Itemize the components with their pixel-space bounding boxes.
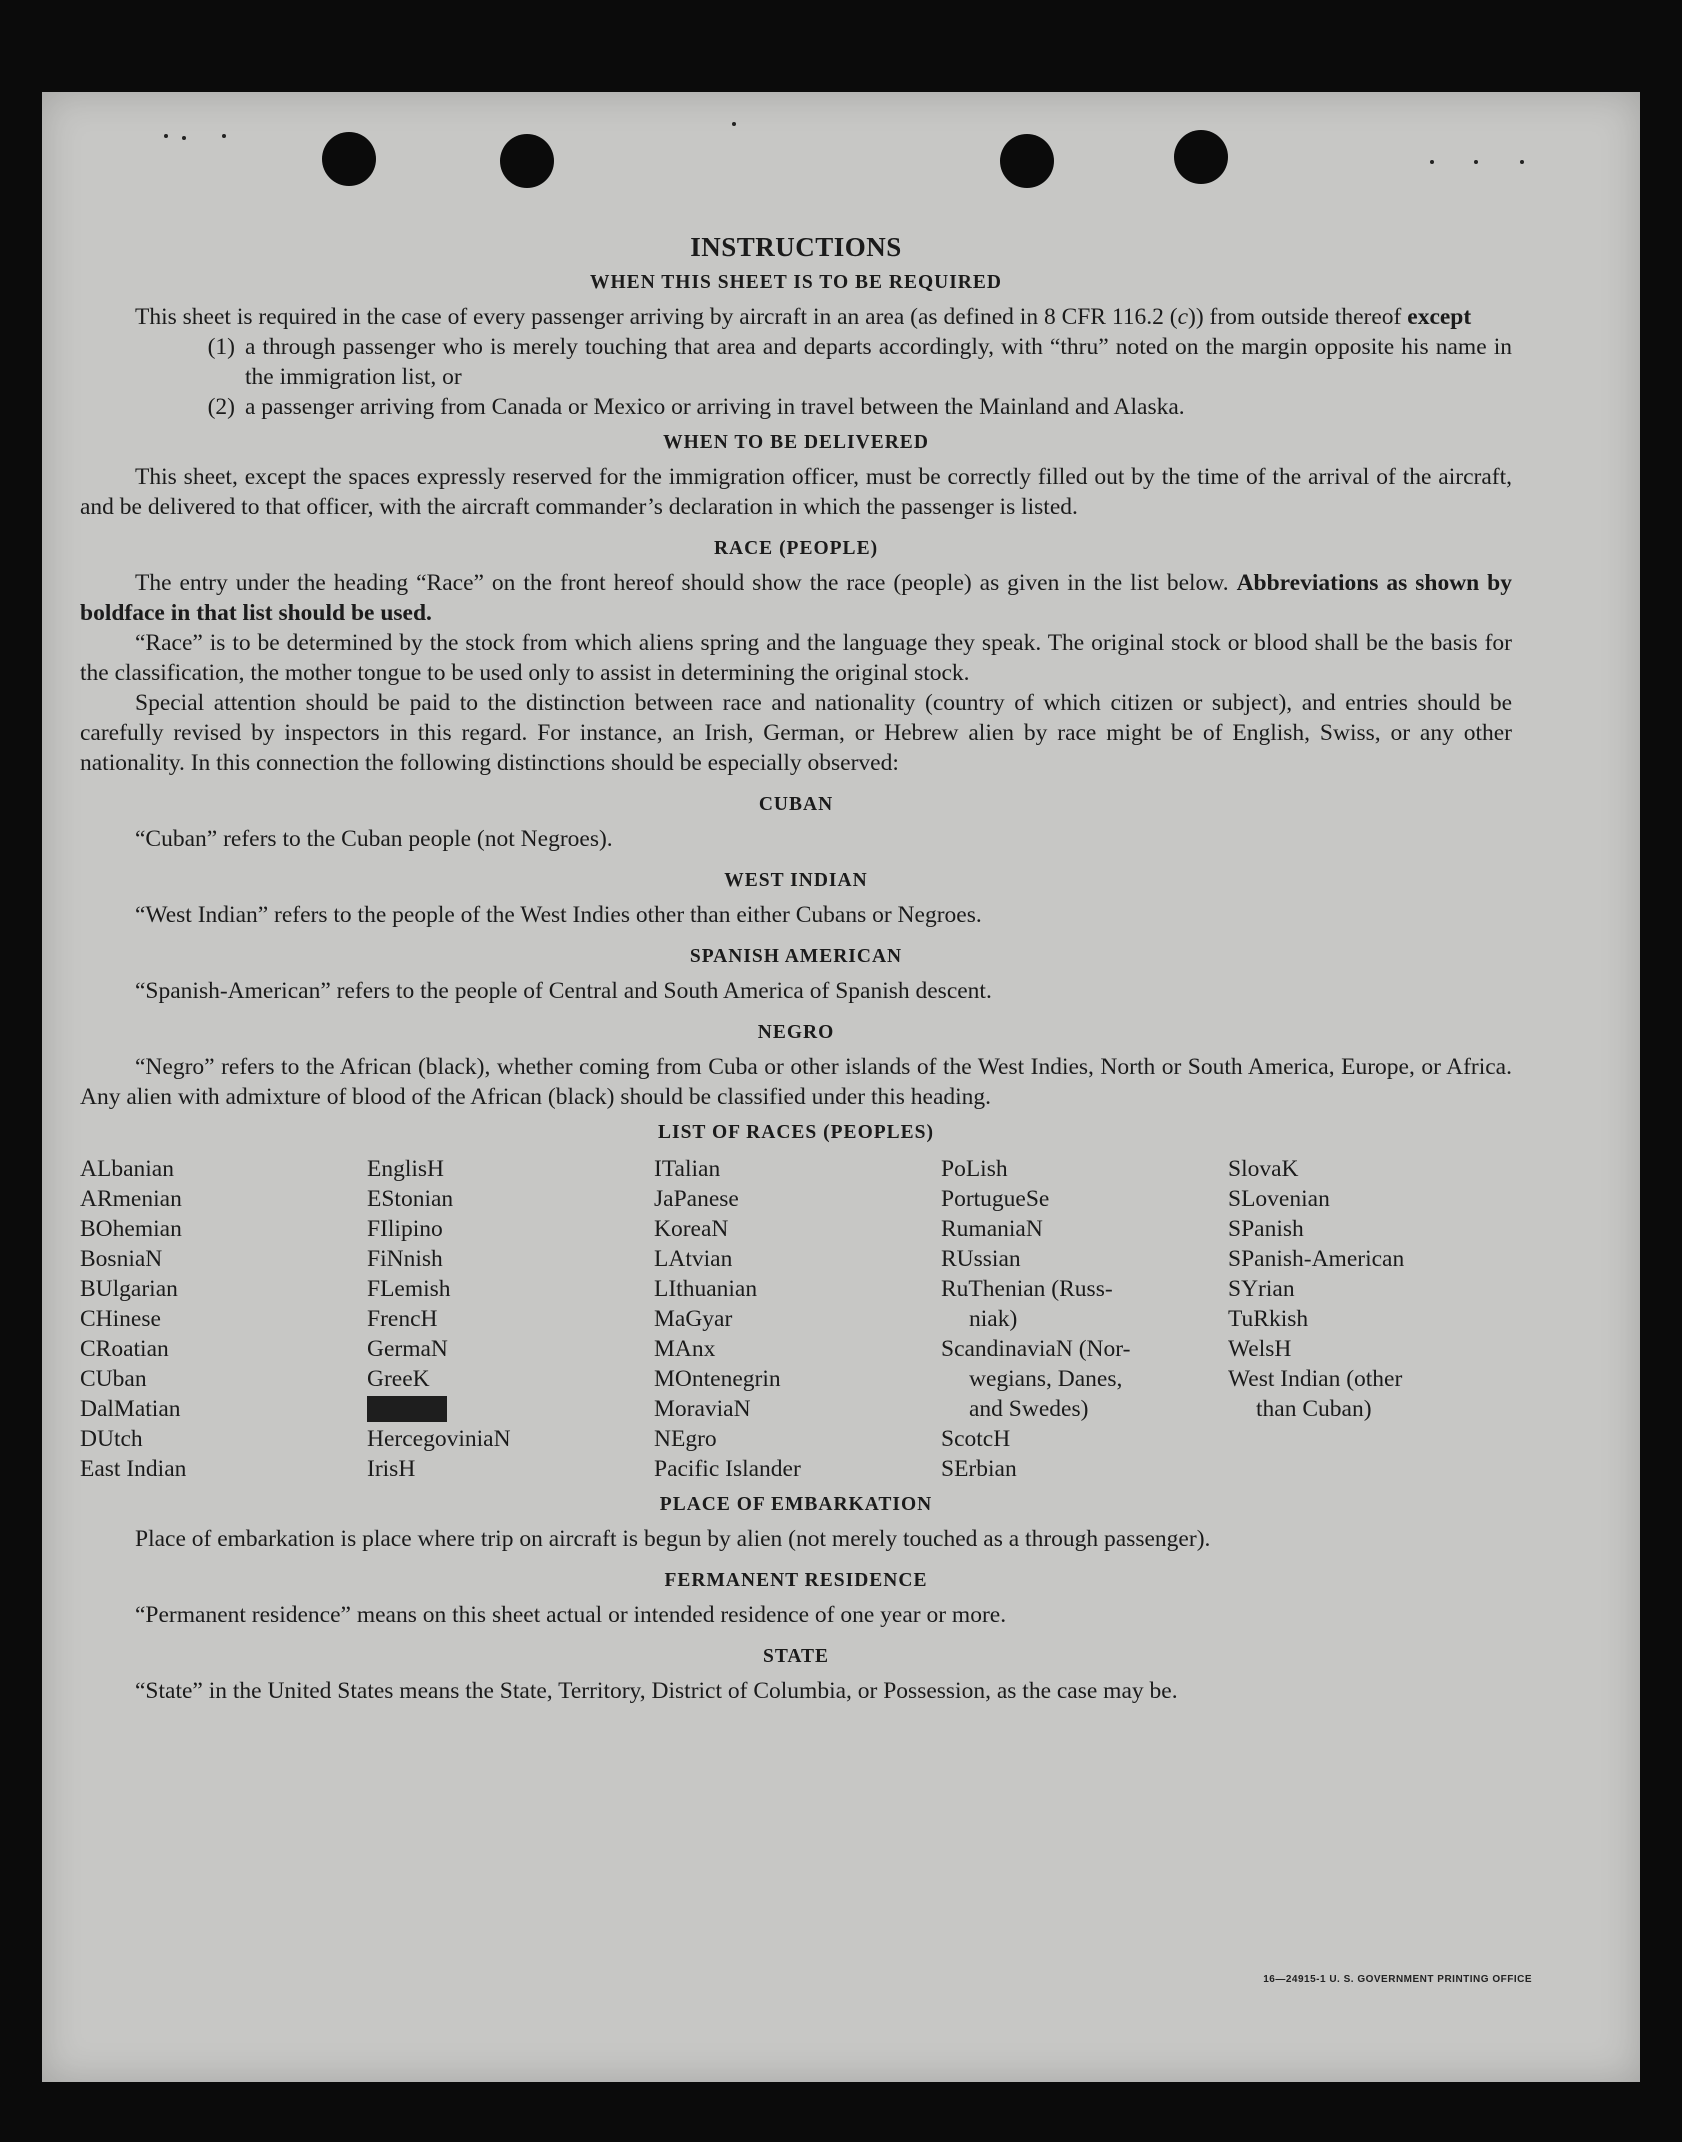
race-entry: ScotcH <box>941 1426 1011 1452</box>
race-entry: GermaN <box>367 1336 448 1362</box>
race-entry: FIlipino <box>367 1216 443 1242</box>
section-heading-spanish-american: SPANISH AMERICAN <box>689 946 903 967</box>
race-entry: Pacific Islander <box>654 1456 801 1482</box>
race-entry-continued: wegians, Danes, <box>969 1366 1123 1392</box>
speck <box>732 122 736 126</box>
race-paragraph-2: “Race” is to be determined by the stock from which aliens spring and the language they speak. The original stock or blood shall be the basis for the classification, the mother tongue to be used only to assist in determining the original stock. <box>80 630 1512 686</box>
race-entry: SlovaK <box>1228 1156 1299 1182</box>
race-entry: CUban <box>80 1366 147 1392</box>
race-entry: BOhemian <box>80 1216 182 1242</box>
race-entry: NEgro <box>654 1426 717 1452</box>
exception-item-2 <box>80 392 1512 422</box>
exception-item-1 <box>80 332 1512 392</box>
cuban-text: “Cuban” refers to the Cuban people (not Negroes). <box>135 826 613 852</box>
section-heading-west-indian: WEST INDIAN <box>724 870 868 891</box>
speck <box>1430 160 1434 164</box>
race-entry: ITalian <box>654 1156 721 1182</box>
item-number: (2) <box>207 394 235 420</box>
section-heading-list-of-races: LIST OF RACES (PEOPLES) <box>657 1122 934 1143</box>
intro-text: This sheet is required in the case of every passenger arriving by aircraft in an area (as defined in 8 CFR 116.2 ( <box>135 304 1178 330</box>
race-entry: CHinese <box>80 1306 161 1332</box>
race-entry: FLemish <box>367 1276 451 1302</box>
section-heading-cuban: CUBAN <box>758 794 834 815</box>
section-heading-race: RACE (PEOPLE) <box>713 538 879 559</box>
race-entry: MAnx <box>654 1336 716 1362</box>
race-entry: FiNnish <box>367 1246 443 1272</box>
races-table <box>80 1154 1512 1484</box>
race-entry: TuRkish <box>1228 1306 1309 1332</box>
binder-hole <box>1174 130 1228 184</box>
race-entry: HercegoviniaN <box>367 1426 511 1452</box>
race-entry: CRoatian <box>80 1336 169 1362</box>
race-entry: ALbanian <box>80 1156 174 1182</box>
binder-hole <box>322 132 376 186</box>
race-entry: BUlgarian <box>80 1276 178 1302</box>
races-column-4 <box>941 1154 1228 1484</box>
race-paragraph-3: Special attention should be paid to the distinction between race and nationality (country of which citizen or subject), and entries should be carefully revised by inspectors in this regard. For instance, an Irish, German, or Hebrew alien by race might be of English, Swiss, or any other nationality. In this connection the following distinctions should be especially observed: <box>80 690 1512 776</box>
race-p1-bold: Abbreviations as shown by boldface in that list should be used. <box>80 570 1512 626</box>
except-word: except <box>1407 304 1472 330</box>
race-entry: LAtvian <box>654 1246 733 1272</box>
negro-text: “Negro” refers to the African (black), whether coming from Cuba or other islands of the West Indies, North or South America, Europe, or Africa. Any alien with admixture of blood of the African (black) should be classified under this heading. <box>80 1054 1512 1110</box>
race-entry: SYrian <box>1228 1276 1295 1302</box>
residence-text: “Permanent residence” means on this sheet actual or intended residence of one year or more. <box>135 1602 1007 1628</box>
race-entry: SLovenian <box>1228 1186 1330 1212</box>
races-column-2 <box>367 1154 654 1484</box>
race-entry: BosniaN <box>80 1246 163 1272</box>
race-entry: RumaniaN <box>941 1216 1043 1242</box>
race-entry: West Indian (other <box>1228 1366 1403 1392</box>
races-column-3 <box>654 1154 941 1484</box>
race-entry-redacted <box>367 1394 654 1424</box>
binder-hole <box>500 134 554 188</box>
race-entry: KoreaN <box>654 1216 729 1242</box>
race-p1-text: The entry under the heading “Race” on the front hereof should show the race (people) as given in the list below. <box>135 570 1237 596</box>
speck <box>164 134 168 138</box>
section-heading-residence: FERMANENT RESIDENCE <box>664 1570 928 1591</box>
race-entry: GreeK <box>367 1366 430 1392</box>
race-entry: PoLish <box>941 1156 1008 1182</box>
instructions-body <box>80 232 1512 1706</box>
race-entry: IrisH <box>367 1456 416 1482</box>
race-entry: EStonian <box>367 1186 454 1212</box>
race-entry-continued: and Swedes) <box>969 1396 1089 1422</box>
section-heading-delivered: WHEN TO BE DELIVERED <box>663 432 929 453</box>
page-title: INSTRUCTIONS <box>690 232 902 262</box>
item-text: a passenger arriving from Canada or Mexico or arriving in travel between the Mainland and Alaska. <box>245 394 1185 420</box>
section-heading-required: WHEN THIS SHEET IS TO BE REQUIRED <box>590 272 1002 293</box>
delivered-text: This sheet, except the spaces expressly reserved for the immigration officer, must be correctly filled out by the time of the arrival of the aircraft, and be delivered to that officer, with the aircraft commander’s declaration in which the passenger is listed. <box>80 464 1512 520</box>
state-text: “State” in the United States means the State, Territory, District of Columbia, or Possession, as the case may be. <box>135 1678 1178 1704</box>
race-entry: DUtch <box>80 1426 143 1452</box>
section-heading-embarkation: PLACE OF EMBARKATION <box>659 1494 933 1515</box>
race-entry: DalMatian <box>80 1396 181 1422</box>
race-entry: LIthuanian <box>654 1276 758 1302</box>
race-entry: WelsH <box>1228 1336 1292 1362</box>
item-text: a through passenger who is merely touching that area and departs accordingly, with “thru” noted on the margin opposite his name in the immigration list, or <box>245 334 1512 390</box>
race-entry: EnglisH <box>367 1156 445 1182</box>
race-paragraph-1 <box>80 568 1512 628</box>
race-entry: MaGyar <box>654 1306 733 1332</box>
west-indian-text: “West Indian” refers to the people of the West Indies other than either Cubans or Negroes. <box>135 902 982 928</box>
race-entry: JaPanese <box>654 1186 739 1212</box>
section-heading-negro: NEGRO <box>757 1022 835 1043</box>
section-heading-state: STATE <box>762 1646 830 1667</box>
race-entry: SPanish-American <box>1228 1246 1405 1272</box>
speck <box>222 134 226 138</box>
race-entry: FrencH <box>367 1306 438 1332</box>
race-entry-continued: niak) <box>969 1306 1018 1332</box>
speck <box>1520 160 1524 164</box>
speck <box>182 136 186 140</box>
races-column-5 <box>1228 1154 1515 1484</box>
speck <box>1474 160 1478 164</box>
spanish-american-text: “Spanish-American” refers to the people of Central and South America of Spanish descent. <box>135 978 992 1004</box>
races-column-1 <box>80 1154 367 1484</box>
item-number: (1) <box>207 334 235 360</box>
race-entry: RUssian <box>941 1246 1021 1272</box>
race-entry: MoraviaN <box>654 1396 751 1422</box>
race-entry: MOntenegrin <box>654 1366 781 1392</box>
race-entry-continued: than Cuban) <box>1256 1396 1372 1422</box>
race-entry: PortugueSe <box>941 1186 1050 1212</box>
race-entry: SPanish <box>1228 1216 1304 1242</box>
binder-hole <box>1000 134 1054 188</box>
race-entry: ARmenian <box>80 1186 182 1212</box>
race-entry: RuThenian (Russ- <box>941 1276 1113 1302</box>
intro-italic: c <box>1177 304 1188 330</box>
race-entry: East Indian <box>80 1456 187 1482</box>
intro-text-2: )) from outside thereof <box>1188 304 1408 330</box>
required-intro <box>80 302 1512 332</box>
printing-office-footer: 16—24915-1 U. S. GOVERNMENT PRINTING OFFICE <box>1263 1974 1532 1985</box>
redaction-mark <box>367 1396 447 1422</box>
document-sheet <box>42 92 1640 2082</box>
race-entry: ScandinaviaN (Nor- <box>941 1336 1131 1362</box>
embarkation-text: Place of embarkation is place where trip on aircraft is begun by alien (not merely touched as a through passenger). <box>135 1526 1211 1552</box>
race-entry: SErbian <box>941 1456 1017 1482</box>
